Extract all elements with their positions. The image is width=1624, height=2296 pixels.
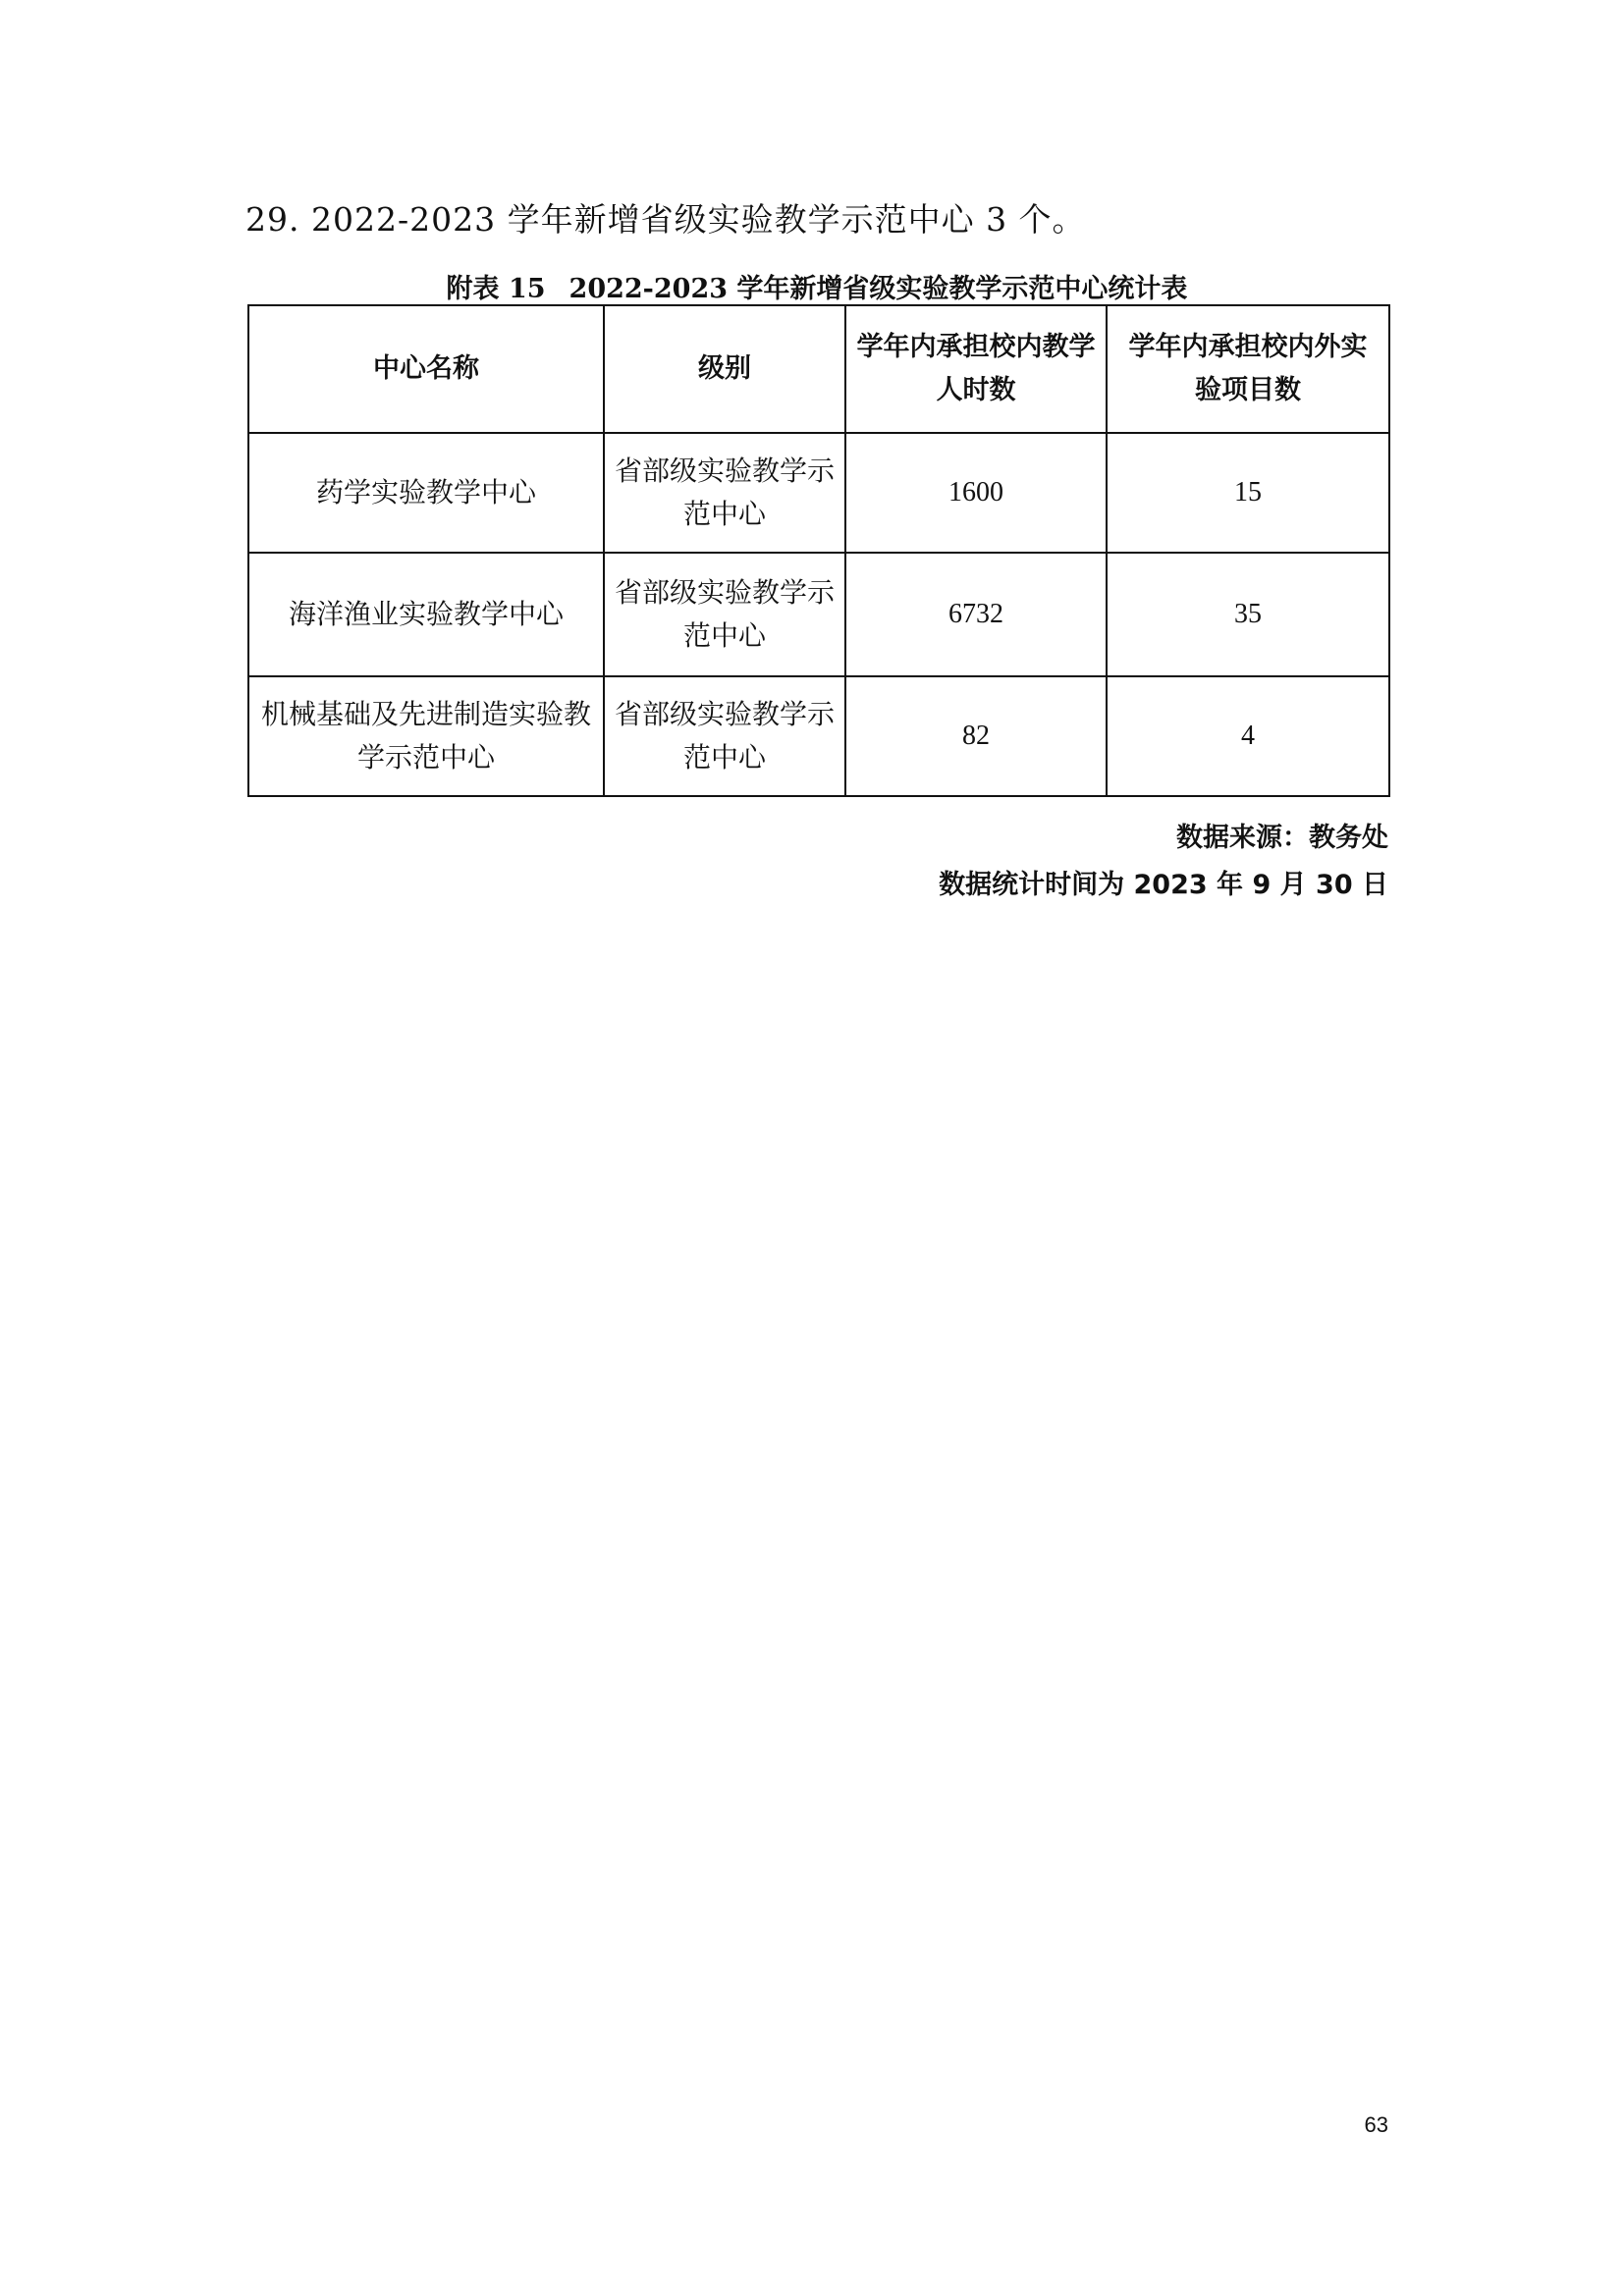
section-heading: 29. 2022-2023 学年新增省级实验教学示范中心 3 个。 — [245, 200, 1086, 239]
cell-center-name: 机械基础及先进制造实验教学示范中心 — [248, 676, 604, 796]
header-center-name: 中心名称 — [248, 305, 604, 433]
table-caption-title: 2022-2023 学年新增省级实验教学示范中心统计表 — [568, 274, 1188, 304]
header-teaching-hours: 学年内承担校内教学人时数 — [845, 305, 1107, 433]
table-row — [248, 433, 1389, 553]
cell-experiment-projects: 35 — [1107, 553, 1389, 676]
cell-teaching-hours: 82 — [845, 676, 1107, 796]
table-header-row — [248, 305, 1389, 433]
header-experiment-projects: 学年内承担校内外实验项目数 — [1107, 305, 1389, 433]
page-number: 63 — [1364, 2112, 1388, 2137]
table-footnote — [939, 815, 1388, 909]
table-row — [248, 676, 1389, 796]
cell-level: 省部级实验教学示范中心 — [604, 553, 845, 676]
cell-level: 省部级实验教学示范中心 — [604, 676, 845, 796]
table-caption-label: 附表 15 — [446, 274, 546, 304]
cell-center-name: 海洋渔业实验教学中心 — [248, 553, 604, 676]
cell-level: 省部级实验教学示范中心 — [604, 433, 845, 553]
table-caption — [247, 267, 1386, 305]
cell-center-name: 药学实验教学中心 — [248, 433, 604, 553]
data-source: 数据来源：教务处 — [1176, 823, 1388, 853]
table-row — [248, 553, 1389, 676]
cell-experiment-projects: 4 — [1107, 676, 1389, 796]
header-level: 级别 — [604, 305, 845, 433]
cell-teaching-hours: 1600 — [845, 433, 1107, 553]
stat-time: 数据统计时间为 2023 年 9 月 30 日 — [939, 870, 1388, 900]
cell-experiment-projects: 15 — [1107, 433, 1389, 553]
cell-teaching-hours: 6732 — [845, 553, 1107, 676]
demo-center-table — [247, 304, 1390, 797]
